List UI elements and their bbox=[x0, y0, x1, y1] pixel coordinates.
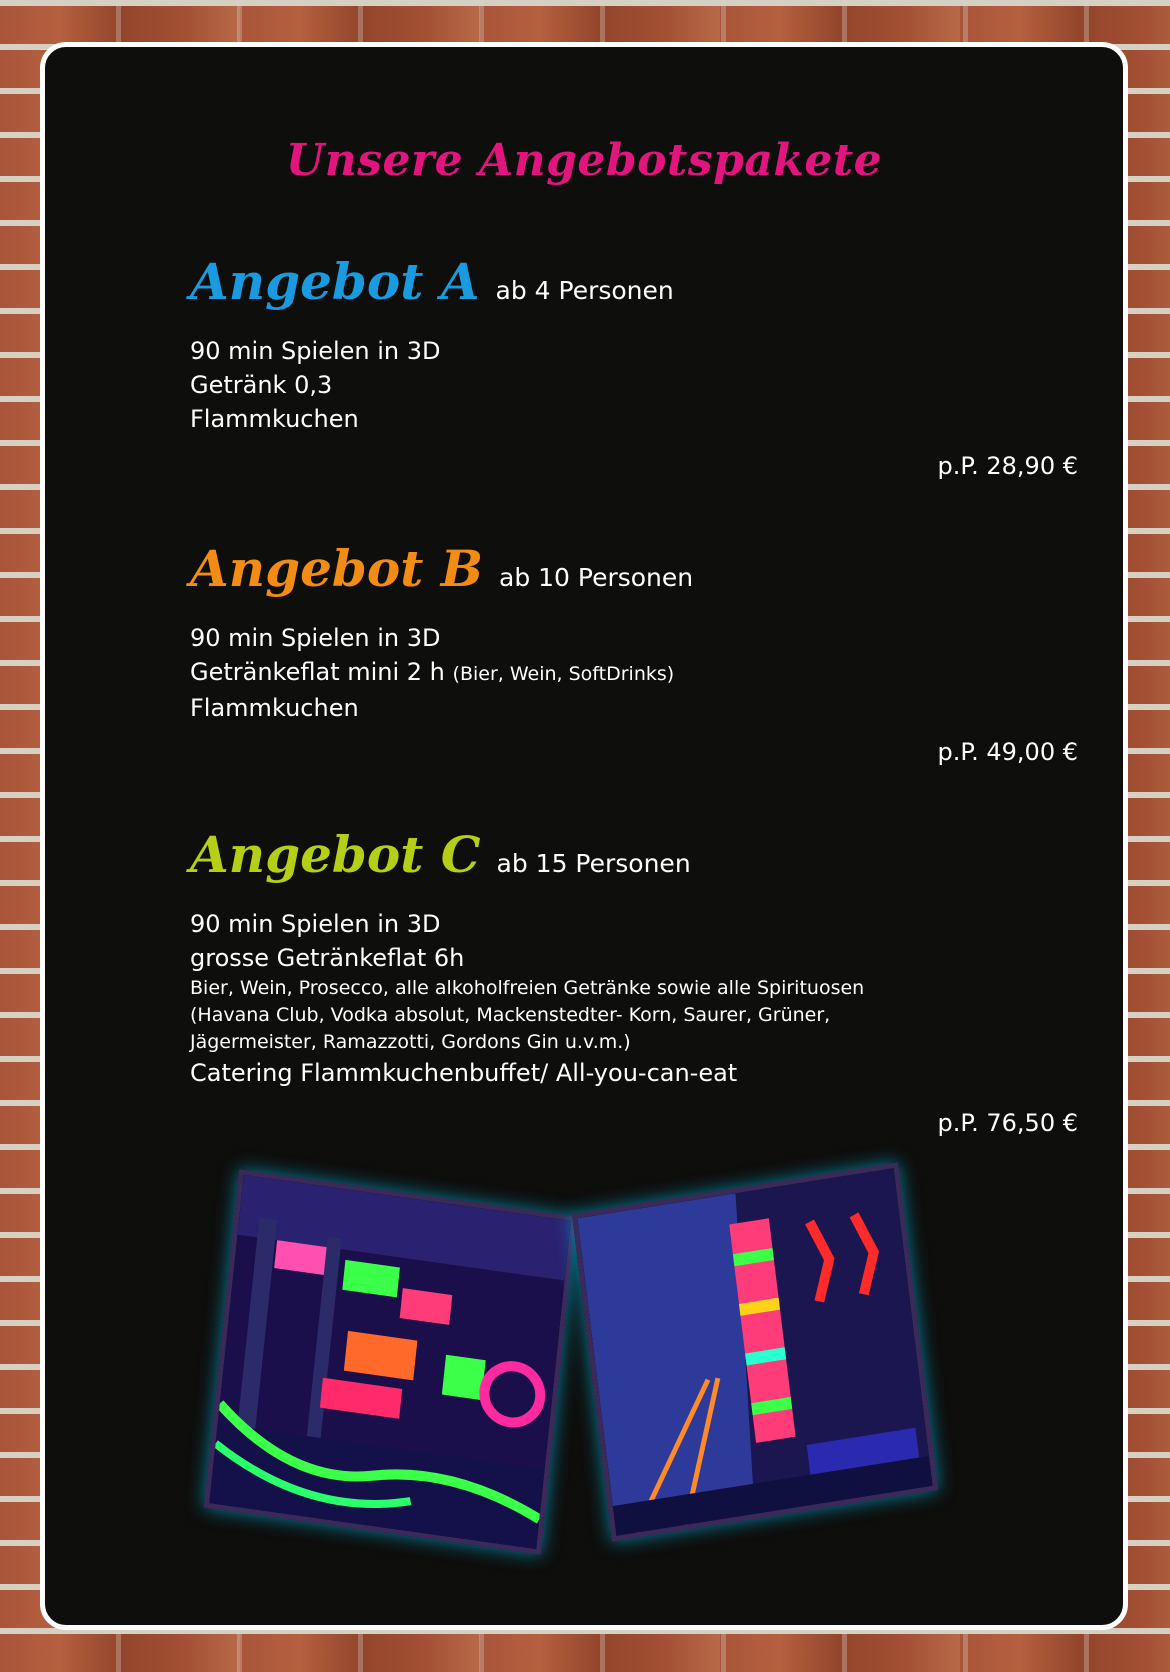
page-title: Unsere Angebotspakete bbox=[285, 135, 883, 186]
package-b-items bbox=[190, 621, 1010, 725]
package-b-item bbox=[190, 655, 1010, 691]
package-b-item-note: (Bier, Wein, SoftDrinks) bbox=[452, 663, 675, 685]
package-c-name: Angebot C bbox=[190, 825, 481, 884]
package-a-item: Flammkuchen bbox=[190, 405, 359, 433]
package-a-item: 90 min Spielen in 3D bbox=[190, 337, 441, 365]
package-b-price: p.P. 49,00 € bbox=[937, 738, 1078, 766]
package-a bbox=[190, 252, 1010, 436]
package-c-detail: Bier, Wein, Prosecco, alle alkoholfreien Getränke sowie alle Spirituosen bbox=[190, 977, 865, 999]
package-c-detail: Jägermeister, Ramazzotti, Gordons Gin u.v.m.) bbox=[190, 1031, 631, 1053]
package-c-items bbox=[190, 907, 1010, 1090]
minigolf-tunnel-image bbox=[577, 1168, 932, 1536]
package-a-items bbox=[190, 334, 1010, 436]
package-c-item: grosse Getränkeflat 6h bbox=[190, 944, 465, 972]
package-a-name: Angebot A bbox=[190, 252, 480, 311]
package-c-catering: Catering Flammkuchenbuffet/ All-you-can-eat bbox=[190, 1059, 738, 1087]
package-a-header bbox=[190, 252, 1010, 312]
blacklight-photo-right bbox=[572, 1162, 938, 1541]
package-c bbox=[190, 825, 1010, 1090]
package-c-detail: (Havana Club, Vodka absolut, Mackenstedter- Korn, Saurer, Grüner, bbox=[190, 1004, 831, 1026]
package-a-price: p.P. 28,90 € bbox=[937, 452, 1078, 480]
package-b-item: Flammkuchen bbox=[190, 694, 359, 722]
package-b-header bbox=[190, 539, 1010, 599]
package-c-item: 90 min Spielen in 3D bbox=[190, 910, 441, 938]
blacklight-photo-left bbox=[204, 1169, 576, 1554]
package-b-item-label: Getränkeflat mini 2 h bbox=[190, 658, 445, 686]
package-c-header bbox=[190, 825, 1010, 885]
package-c-price: p.P. 76,50 € bbox=[937, 1109, 1078, 1137]
package-a-subtitle: ab 4 Personen bbox=[495, 276, 674, 305]
minigolf-course-image bbox=[209, 1175, 570, 1549]
package-b bbox=[190, 539, 1010, 725]
package-b-subtitle: ab 10 Personen bbox=[499, 563, 694, 592]
package-a-item: Getränk 0,3 bbox=[190, 371, 333, 399]
package-c-subtitle: ab 15 Personen bbox=[496, 849, 691, 878]
package-b-item: 90 min Spielen in 3D bbox=[190, 624, 441, 652]
menu-board bbox=[40, 42, 1128, 1630]
package-b-name: Angebot B bbox=[190, 539, 483, 598]
